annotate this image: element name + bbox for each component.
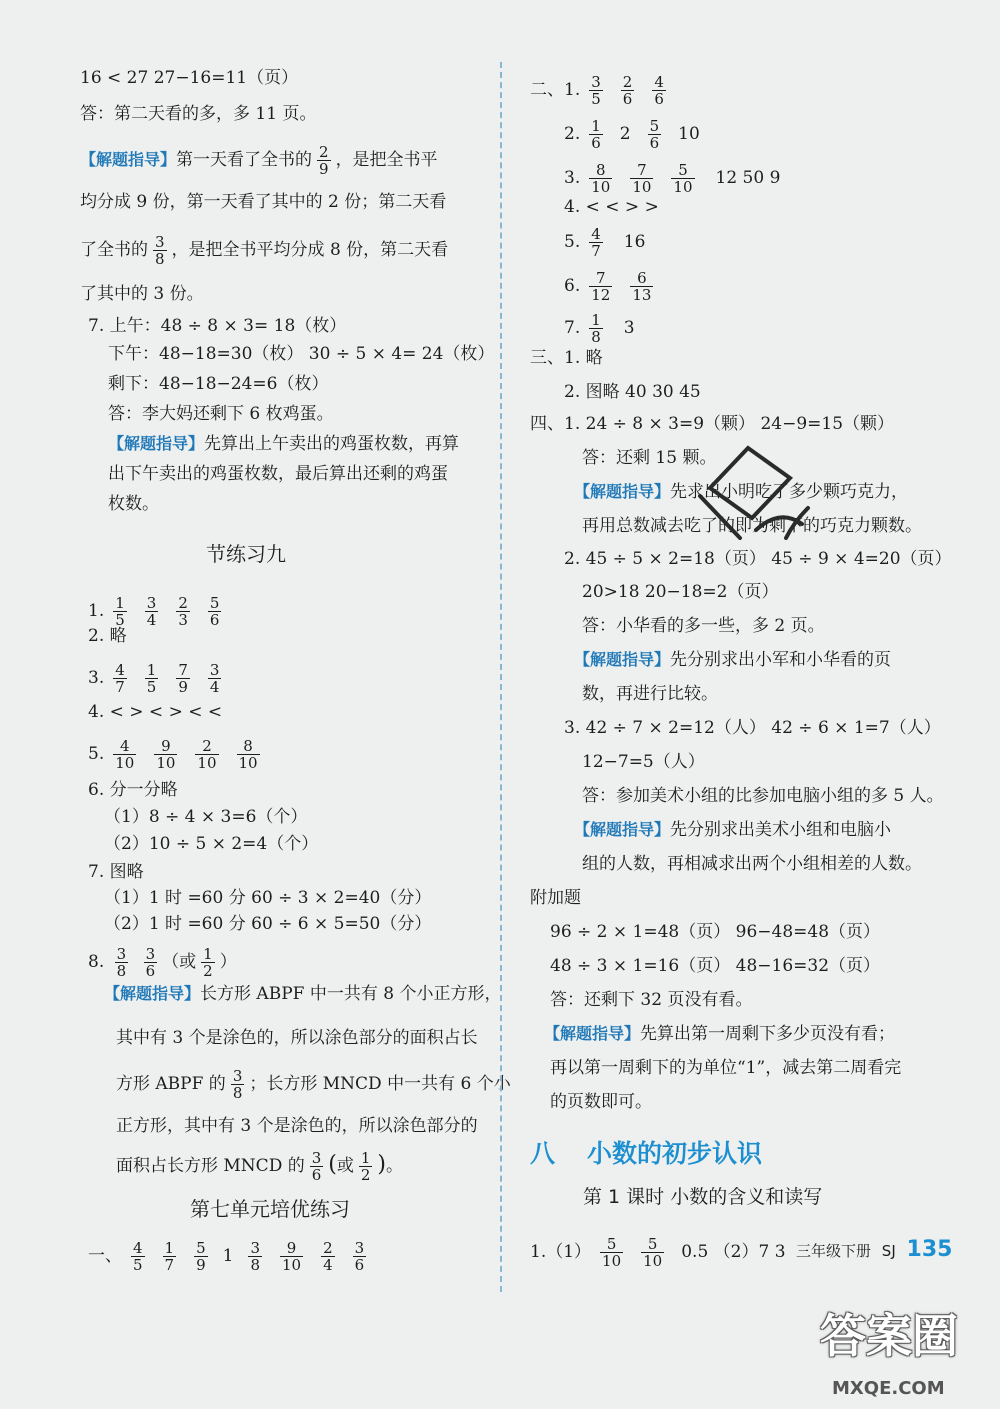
fraction: $\frac{6}{13}$	[632, 269, 652, 304]
question-5: 5. $\frac{4}{10}$ $\frac{9}{10}$ $\frac{2}{10}$ $\frac{8}{10}$	[88, 738, 269, 771]
question-2-1: 二、1. $\frac{3}{5}$ $\frac{2}{6}$ $\frac{4}{6}$	[530, 74, 675, 107]
fraction-row	[239, 1239, 375, 1274]
answer-line: 答：还剩下 32 页没有看。	[550, 990, 753, 1010]
answer-line: 答：还剩 15 颗。	[582, 448, 717, 468]
question-2-2: 2. $\frac{1}{6}$ 2 $\frac{5}{6}$ 10	[564, 117, 700, 152]
fraction: $\frac{2}{9}$	[319, 143, 329, 178]
question-6: 6. 分一分略	[88, 780, 178, 800]
hint-line	[80, 982, 501, 1006]
fraction: $\frac{8}{10}$	[238, 737, 258, 772]
hint-label: 【解题指导】	[574, 820, 671, 839]
fraction: $\frac{7}{10}$	[632, 161, 652, 196]
answer-line: （2）1 时 =60 分 60 ÷ 6 × 5=50（分）	[104, 914, 432, 934]
hint-line: 【解题指导】先分别求出美术小组和电脑小	[574, 820, 892, 840]
fraction: $\frac{5}{6}$	[649, 117, 660, 152]
question-2-4: 4. < < > >	[564, 197, 659, 217]
hint-line: 出下午卖出的鸡蛋枚数，最后算出还剩的鸡蛋	[108, 464, 448, 484]
hint-text: 了全书的	[80, 240, 148, 260]
fraction: $\frac{3}{8}$	[155, 233, 165, 268]
hint-label: 【解题指导】	[108, 434, 205, 453]
fraction: $\frac{7}{12}$	[591, 269, 611, 304]
grade-label: 三年级下册	[796, 1242, 872, 1260]
watermark-logo: 答案圈 MXQE.COM	[820, 1309, 958, 1399]
section-title: 第七单元培优练习	[190, 1197, 350, 1221]
hint-label: 【解题指导】	[104, 984, 201, 1003]
page-footer	[796, 1237, 952, 1262]
hint-label: 【解题指导】	[80, 150, 177, 169]
hint-line: 面积占长方形 MNCD 的 $\frac{3}{6}$ (或 $\frac{1}{2}$ )。	[116, 1149, 404, 1184]
fraction: $\frac{4}{6}$	[654, 73, 664, 108]
hint-line: 再用总数减去吃了的即为剩下的巧克力颗数。	[582, 516, 922, 536]
question-1: 1. $\frac{1}{5}$ $\frac{3}{4}$ $\frac{2}{3}$ $\frac{5}{6}$	[88, 595, 230, 628]
fraction: $\frac{3}{6}$	[311, 1149, 322, 1184]
page-number: 135	[906, 1237, 953, 1262]
fraction: $\frac{3}{8}$	[232, 1067, 243, 1102]
answer-line: （1）8 ÷ 4 × 3=6（个）	[104, 807, 308, 827]
fraction-row	[104, 661, 230, 696]
answer-line: 答：小华看的多一些，多 2 页。	[582, 616, 825, 636]
stamp-mark	[690, 438, 820, 548]
fraction: $\frac{4}{7}$	[591, 225, 601, 260]
fraction-row	[122, 1239, 217, 1274]
question-4: 4. < > < > < <	[88, 702, 223, 722]
column-divider	[500, 62, 502, 1292]
answer-line: （1）1 时 =60 分 60 ÷ 3 × 2=40（分）	[104, 888, 432, 908]
answer-line: 答：李大妈还剩下 6 枚鸡蛋。	[108, 404, 334, 424]
fraction-row	[104, 737, 268, 772]
chapter-heading	[530, 1134, 762, 1170]
fraction: $\frac{2}{10}$	[197, 737, 217, 772]
hint-line	[80, 144, 438, 177]
question-3: 3. $\frac{4}{7}$ $\frac{1}{5}$ $\frac{7}{9}$ $\frac{3}{4}$	[88, 662, 230, 695]
question-3-1: 三、1. 略	[530, 348, 603, 368]
hint-text: 长方形 ABPF 中一共有 8 个小正方形，	[200, 984, 502, 1004]
fraction: $\frac{3}{8}$	[116, 945, 127, 980]
fraction-row	[580, 117, 612, 152]
fraction: $\frac{7}{9}$	[178, 661, 188, 696]
question-2-5: 5. $\frac{4}{7}$ 16	[564, 225, 646, 260]
fraction: $\frac{4}{7}$	[115, 661, 125, 696]
fraction: $\frac{2}{6}$	[622, 73, 633, 108]
question-8: 8. $\frac{3}{8}$ $\frac{3}{6}$ （或 $\frac{1}{2}$ ）	[88, 945, 237, 980]
hint-text: ，是把全书平均分成 8 份，第二天看	[171, 240, 449, 260]
fraction: $\frac{4}{5}$	[133, 1239, 143, 1274]
hint-text: 先算出上午卖出的鸡蛋枚数，再算	[204, 434, 460, 454]
fraction: $\frac{5}{9}$	[196, 1239, 206, 1274]
hint-label: 【解题指导】	[574, 482, 671, 501]
question-2-3: 3. $\frac{8}{10}$ $\frac{7}{10}$ $\frac{5}{10}$ 12 50 9	[564, 161, 781, 196]
section-title: 节练习九	[206, 542, 286, 566]
fraction: $\frac{2}{4}$	[323, 1239, 333, 1274]
fraction: $\frac{5}{10}$	[673, 161, 693, 196]
question-1: 一、 $\frac{4}{5}$ $\frac{1}{7}$ $\frac{5}{9}$ 1 $\frac{3}{8}$ $\frac{9}{10}$ $\frac{2}{4}$ $\frac{3}{6}$	[88, 1240, 375, 1273]
fraction: $\frac{1}{2}$	[203, 945, 213, 980]
hint-label: 【解题指导】	[544, 1024, 641, 1043]
chapter-number: 八	[530, 1139, 556, 1168]
hint-line: 数，再进行比较。	[582, 684, 718, 704]
question-7: 7. 上午：48 ÷ 8 × 3= 18（枚）	[88, 316, 347, 336]
question-3-2: 2. 图略 40 30 45	[564, 382, 701, 402]
question-7: 7. 图略	[88, 862, 144, 882]
fraction: $\frac{5}{10}$	[602, 1235, 622, 1270]
fraction: $\frac{3}{5}$	[591, 73, 601, 108]
fraction: $\frac{2}{3}$	[178, 594, 188, 629]
fraction: $\frac{1}{2}$	[360, 1149, 371, 1184]
fraction-row	[591, 1235, 673, 1270]
hint-line: 正方形，其中有 3 个是涂色的，所以涂色部分的	[116, 1116, 478, 1136]
answer-line: 答：第二天看的多，多 11 页。	[80, 104, 317, 124]
hint-line: 均分成 9 份，第一天看了其中的 2 份；第二天看	[80, 192, 447, 212]
answer-line: 答：参加美术小组的比参加电脑小组的多 5 人。	[582, 786, 944, 806]
hint-line: 枚数。	[108, 494, 159, 514]
hint-line: 了其中的 3 份。	[80, 284, 204, 304]
fraction: $\frac{9}{10}$	[282, 1239, 302, 1274]
question-2: 2. 略	[88, 626, 127, 646]
answer-line: 96 ÷ 2 × 1=48（页） 96−48=48（页）	[550, 922, 881, 942]
edition-label: SJ	[881, 1242, 896, 1260]
fraction: $\frac{3}{4}$	[209, 661, 220, 696]
bonus-title: 附加题	[530, 888, 581, 908]
hint-line: 【解题指导】先分别求出小军和小华看的页	[574, 650, 892, 670]
hint-line: 的页数即可。	[550, 1092, 652, 1112]
hint-line	[80, 432, 459, 456]
hint-text: 第一天看了全书的	[176, 150, 313, 170]
answer-line: 12−7=5（人）	[582, 752, 705, 772]
fraction: $\frac{8}{10}$	[591, 161, 611, 196]
fraction: $\frac{1}{6}$	[591, 117, 601, 152]
question-4-3: 3. 42 ÷ 7 × 2=12（人） 42 ÷ 6 × 1=7（人）	[564, 718, 941, 738]
hint-line: 【解题指导】先求出小明吃了多少颗巧克力，	[574, 482, 909, 502]
fraction: $\frac{5}{10}$	[643, 1235, 663, 1270]
hint-line: 再以第一周剩下的为单位“1”，减去第二周看完	[550, 1058, 902, 1078]
fraction: $\frac{1}{5}$	[115, 594, 125, 629]
hint-line: 方形 ABPF 的 $\frac{3}{8}$ ；长方形 MNCD 中一共有 6 个小	[116, 1067, 511, 1102]
fraction-row	[580, 225, 612, 260]
question-4-2: 2. 45 ÷ 5 × 2=18（页） 45 ÷ 9 × 4=20（页）	[564, 549, 952, 569]
hint-line: 【解题指导】先算出第一周剩下多少页没有看；	[544, 1024, 896, 1044]
answer-line: 20>18 20−18=2（页）	[582, 582, 779, 602]
fraction: $\frac{3}{8}$	[250, 1239, 261, 1274]
hint-line: 其中有 3 个是涂色的，所以涂色部分的面积占长	[116, 1028, 478, 1048]
fraction: $\frac{1}{7}$	[164, 1239, 175, 1274]
hint-label: 【解题指导】	[574, 650, 671, 669]
fraction: $\frac{5}{6}$	[209, 594, 220, 629]
chapter-title: 小数的初步认识	[587, 1139, 763, 1168]
hint-line: 组的人数，再相减求出两个小组相差的人数。	[582, 854, 922, 874]
answer-line: 48 ÷ 3 × 1=16（页） 48−16=32（页）	[550, 956, 881, 976]
fraction: $\frac{3}{4}$	[146, 594, 157, 629]
question-2-7: 7. $\frac{1}{8}$ 3	[564, 311, 635, 346]
answer-line: 16 < 27 27−16=11（页）	[80, 68, 299, 88]
answer-line: （2）10 ÷ 5 × 2=4（个）	[104, 834, 319, 854]
answer-line: 剩下：48−18−24=6（枚）	[108, 374, 329, 394]
hint-text: ，是把全书平	[335, 150, 438, 170]
lesson-question-1: 1.（1） $\frac{5}{10}$ $\frac{5}{10}$ 0.5 （2）7 3	[530, 1235, 786, 1270]
fraction-row	[639, 117, 671, 152]
fraction: $\frac{1}{5}$	[146, 661, 157, 696]
answer-line: 下午：48−18=30（枚） 30 ÷ 5 × 4= 24（枚）	[108, 344, 495, 364]
lesson-title: 第 1 课时 小数的含义和读写	[583, 1186, 823, 1208]
fraction-row	[580, 311, 612, 346]
fraction: $\frac{9}{10}$	[156, 737, 176, 772]
fraction: $\frac{1}{8}$	[591, 311, 601, 346]
fraction: $\frac{4}{10}$	[115, 737, 135, 772]
question-2-6: 6. $\frac{7}{12}$ $\frac{6}{13}$	[564, 270, 662, 303]
question-4-1: 四、1. 24 ÷ 8 × 3=9（颗） 24−9=15（颗）	[530, 414, 895, 434]
fraction-row	[104, 594, 230, 629]
fraction: $\frac{3}{6}$	[145, 945, 156, 980]
fraction: $\frac{3}{6}$	[354, 1239, 365, 1274]
hint-line	[80, 234, 448, 267]
